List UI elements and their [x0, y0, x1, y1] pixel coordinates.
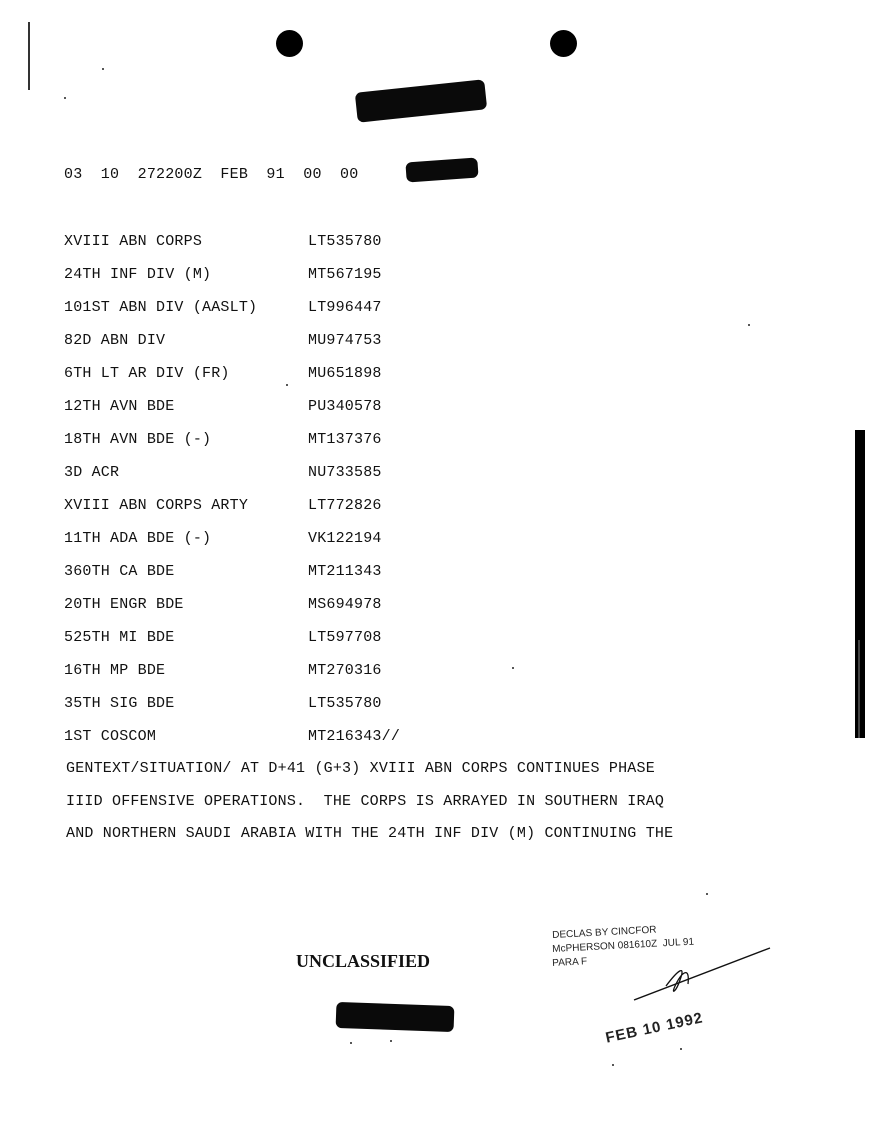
unit-grid-reference: LT535780 [308, 695, 382, 712]
unit-name: 16TH MP BDE [64, 662, 166, 679]
declass-stamp-line1: DECLAS BY CINCFOR [552, 924, 657, 941]
scan-speck [512, 667, 514, 669]
unit-grid-reference: PU340578 [308, 398, 382, 415]
scan-speck [680, 1048, 682, 1050]
unit-name: 82D ABN DIV [64, 332, 166, 349]
unit-grid-reference: MU651898 [308, 365, 382, 382]
unit-name: 360TH CA BDE [64, 563, 175, 580]
unit-grid-reference: VK122194 [308, 530, 382, 547]
declass-stamp-line3: PARA F [552, 956, 588, 969]
punch-hole-right [550, 30, 577, 57]
scan-speck [286, 384, 288, 386]
classification-marking: UNCLASSIFIED [296, 951, 431, 971]
unit-name: 3D ACR [64, 464, 120, 481]
unit-name: 20TH ENGR BDE [64, 596, 184, 613]
scan-edge-bar [855, 430, 865, 738]
punch-hole-left [276, 30, 303, 57]
unit-name: 24TH INF DIV (M) [64, 266, 212, 283]
unit-grid-reference: MT216343// [308, 728, 401, 745]
unit-name: 11TH ADA BDE (-) [64, 530, 212, 547]
unit-grid-reference: LT996447 [308, 299, 382, 316]
redaction-bottom-classification [336, 1002, 455, 1032]
unit-name: XVIII ABN CORPS [64, 233, 203, 250]
unit-grid-reference: MT567195 [308, 266, 382, 283]
scan-speck [390, 1040, 392, 1042]
unit-name: 18TH AVN BDE (-) [64, 431, 212, 448]
gentext-line: GENTEXT/SITUATION/ AT D+41 (G+3) XVIII ABN CORPS CONTINUES PHASE [66, 760, 655, 777]
declass-stamp-line2: McPHERSON 081610Z JUL 91 [552, 936, 695, 955]
unit-name: 1ST COSCOM [64, 728, 157, 745]
received-date-stamp: FEB 10 1992 [604, 1009, 705, 1047]
unit-grid-reference: MT137376 [308, 431, 382, 448]
unit-grid-reference: MU974753 [308, 332, 382, 349]
unit-name: 525TH MI BDE [64, 629, 175, 646]
redaction-dtg [405, 158, 478, 183]
unit-name: XVIII ABN CORPS ARTY [64, 497, 249, 514]
scan-edge-thin-line [858, 640, 860, 738]
gentext-line: AND NORTHERN SAUDI ARABIA WITH THE 24TH INF DIV (M) CONTINUING THE [66, 825, 674, 842]
scan-edge-line [28, 22, 30, 90]
unit-name: 35TH SIG BDE [64, 695, 175, 712]
unit-grid-reference: LT772826 [308, 497, 382, 514]
scan-speck [706, 893, 708, 895]
unit-name: 101ST ABN DIV (AASLT) [64, 299, 258, 316]
unit-name: 12TH AVN BDE [64, 398, 175, 415]
scan-speck [748, 324, 750, 326]
unit-grid-reference: LT597708 [308, 629, 382, 646]
unit-grid-reference: MT270316 [308, 662, 382, 679]
scan-speck [612, 1064, 614, 1066]
scan-speck [102, 68, 104, 70]
unit-grid-reference: MT211343 [308, 563, 382, 580]
dtg-line: 03 10 272200Z FEB 91 00 00 [64, 166, 359, 183]
unit-name: 6TH LT AR DIV (FR) [64, 365, 230, 382]
redaction-top-classification [355, 79, 487, 122]
gentext-line: IIID OFFENSIVE OPERATIONS. THE CORPS IS ARRAYED IN SOUTHERN IRAQ [66, 793, 665, 810]
scan-speck [350, 1042, 352, 1044]
scan-speck [64, 97, 66, 99]
signature-mark [630, 940, 780, 1010]
unit-grid-reference: NU733585 [308, 464, 382, 481]
unit-grid-reference: LT535780 [308, 233, 382, 250]
unit-grid-reference: MS694978 [308, 596, 382, 613]
